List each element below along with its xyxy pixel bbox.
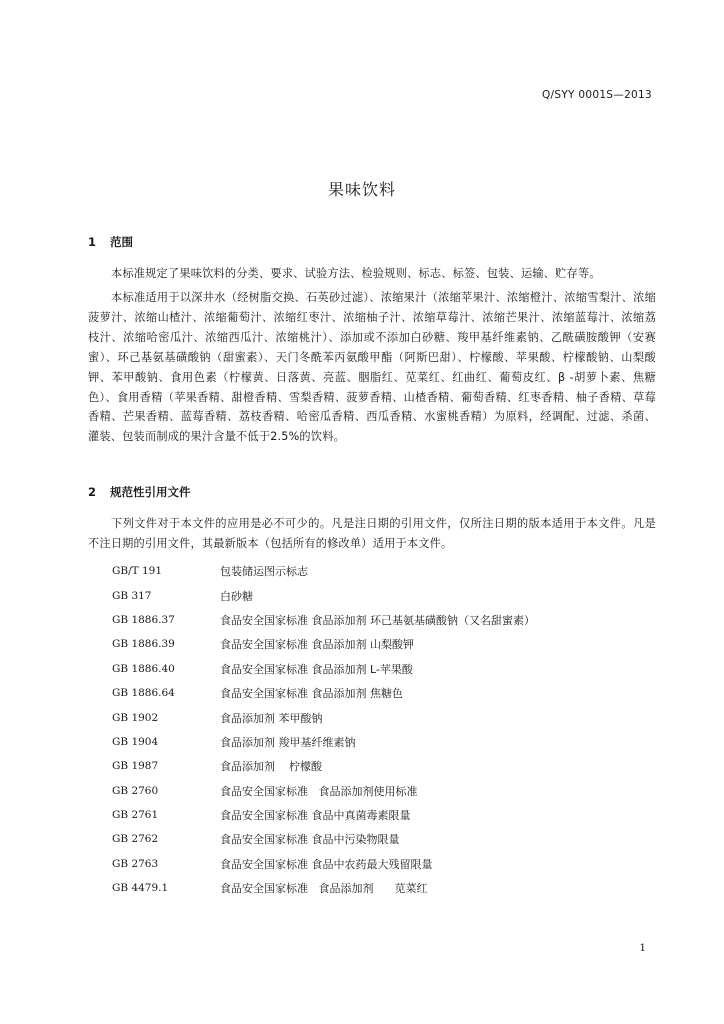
- scope-paragraph: 本标准规定了果味饮料的分类、要求、试验方法、检验规则、标志、标签、包装、运输、贮存等。: [111, 267, 601, 280]
- reference-code: GB 1987: [112, 760, 159, 773]
- reference-name: 包装储运图示标志: [220, 565, 308, 579]
- reference-item: [112, 608, 652, 632]
- section-number: 1: [88, 235, 97, 249]
- reference-name: 食品安全国家标准 食品中农药最大残留限量: [220, 857, 433, 871]
- scope-applicability-paragraph: 本标准适用于以深井水（经树脂交换、石英砂过滤）、浓缩果汁（浓缩苹果汁、浓缩橙汁、浓缩雪梨汁、浓缩菠萝汁、浓缩山楂汁、浓缩葡萄汁、浓缩红枣汁、浓缩柚子汁、浓缩草莓汁、浓缩芒果汁、浓缩蓝莓汁、浓缩荔枝汁、浓缩哈密瓜汁、浓缩西瓜汁、浓缩桃汁）、添加或不添加白砂糖、羧甲基纤维素钠、乙酰磺胺酸钾（安赛蜜）、环己基氨基磺酸钠（甜蜜素）、天门冬酰苯丙氨酸甲酯（阿斯巴甜）、柠檬酸、苹果酸、柠檬酸钠、山梨酸钾、苯甲酸钠、食用色素（柠檬黄、日落黄、亮蓝、胭脂红、苋菜红、红曲红、葡萄皮红、β -胡萝卜素、焦糖色）、食用香精（苹果香精、甜橙香精、雪梨香精、菠萝香精、山楂香精、葡萄香精、红枣香精、柚子香精、草莓香精、芒果香精、蓝莓香精、荔枝香精、哈密瓜香精、西瓜香精、水蜜桃香精）为原料，经调配、过滤、杀菌、灌装、包装而制成的果汁含量不低于2.5%的饮料。: [88, 291, 656, 444]
- reference-name: 食品添加剂 柠檬酸: [220, 760, 322, 774]
- reference-name: 食品安全国家标准 食品添加剂 L-苹果酸: [220, 662, 413, 676]
- document-code: Q/SYY 0001S—2013: [541, 89, 652, 101]
- reference-item: [112, 705, 652, 729]
- reference-code: GB 317: [112, 589, 152, 602]
- reference-item: [112, 876, 652, 900]
- reference-code: GB 2761: [112, 809, 159, 822]
- reference-item: [112, 803, 652, 827]
- reference-code: GB/T 191: [112, 565, 163, 578]
- reference-item: [112, 827, 652, 851]
- reference-code: GB 2762: [112, 833, 159, 846]
- section-heading-normative-references: [88, 484, 191, 500]
- section-title: 范围: [110, 235, 134, 249]
- reference-code: GB 1902: [112, 711, 159, 724]
- reference-code: GB 2763: [112, 857, 159, 870]
- reference-item: [112, 583, 652, 607]
- reference-name: 食品安全国家标准 食品添加剂使用标准: [220, 784, 418, 798]
- reference-code: GB 1886.39: [112, 638, 175, 651]
- section-heading-scope: [88, 234, 133, 250]
- reference-code: GB 2760: [112, 784, 159, 797]
- reference-name: 白砂糖: [220, 589, 253, 603]
- section-title: 规范性引用文件: [110, 485, 191, 499]
- reference-item: [112, 632, 652, 656]
- reference-item: [112, 559, 652, 583]
- section-number: 2: [88, 485, 97, 499]
- reference-item: [112, 657, 652, 681]
- reference-list: [112, 559, 652, 900]
- reference-item: [112, 754, 652, 778]
- reference-name: 食品安全国家标准 食品添加剂 焦糖色: [220, 687, 403, 701]
- reference-name: 食品安全国家标准 食品添加剂 环己基氨基磺酸钠（又名甜蜜素）: [220, 613, 535, 627]
- reference-name: 食品安全国家标准 食品添加剂 苋菜红: [220, 882, 428, 896]
- reference-name: 食品添加剂 羧甲基纤维素钠: [220, 735, 356, 749]
- reference-code: GB 1886.64: [112, 687, 175, 700]
- document-title: 果味饮料: [327, 180, 396, 199]
- page-number: 1: [639, 942, 646, 954]
- reference-name: 食品安全国家标准 食品中污染物限量: [220, 833, 400, 847]
- reference-item: [112, 730, 652, 754]
- references-intro-paragraph: 下列文件对于本文件的应用是必不可少的。凡是注日期的引用文件，仅所注日期的版本适用于本文件。凡是不注日期的引用文件，其最新版本（包括所有的修改单）适用于本文件。: [88, 517, 656, 550]
- reference-code: GB 4479.1: [112, 882, 169, 895]
- reference-item: [112, 681, 652, 705]
- reference-code: GB 1886.40: [112, 662, 175, 675]
- reference-name: 食品安全国家标准 食品添加剂 山梨酸钾: [220, 638, 414, 652]
- reference-name: 食品添加剂 苯甲酸钠: [220, 711, 323, 725]
- reference-code: GB 1904: [112, 735, 159, 748]
- reference-code: GB 1886.37: [112, 613, 175, 626]
- reference-item: [112, 779, 652, 803]
- reference-name: 食品安全国家标准 食品中真菌毒素限量: [220, 809, 411, 823]
- reference-item: [112, 852, 652, 876]
